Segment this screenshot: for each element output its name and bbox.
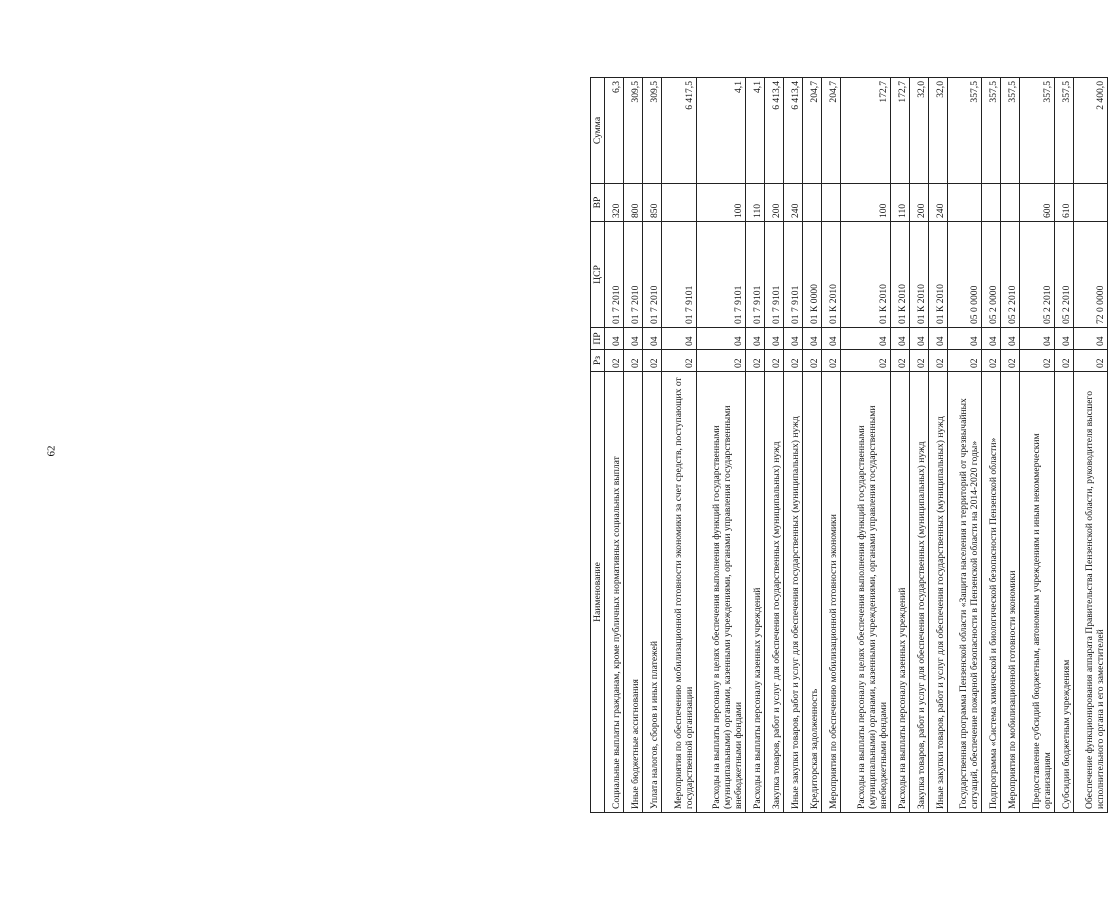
- page-number: 62: [45, 445, 58, 457]
- cell-name: Иные закупки товаров, работ и услуг для обеспечения государственных (муниципальных) нужд: [928, 372, 947, 813]
- cell-rz: 02: [822, 350, 841, 372]
- table-row: [662, 78, 696, 813]
- cell-pr: 04: [1054, 328, 1073, 350]
- cell-csr: 05 2 2010: [1020, 222, 1054, 328]
- cell-vr: 240: [783, 184, 802, 222]
- header-name: Наименование: [591, 372, 605, 813]
- cell-sum: 6,3: [605, 78, 624, 184]
- cell-rz: 02: [643, 350, 662, 372]
- cell-vr: [662, 184, 696, 222]
- cell-name: Предоставление субсидий бюджетным, автономным учреждениям и иным некоммерческим организациям: [1020, 372, 1054, 813]
- table-row: [803, 78, 822, 813]
- cell-csr: 01 К 2010: [822, 222, 841, 328]
- cell-pr: 04: [909, 328, 928, 350]
- cell-pr: 04: [982, 328, 1001, 350]
- cell-csr: 01 К 2010: [890, 222, 909, 328]
- cell-rz: 02: [909, 350, 928, 372]
- cell-rz: 02: [841, 350, 890, 372]
- cell-vr: 800: [624, 184, 643, 222]
- cell-rz: 02: [928, 350, 947, 372]
- cell-sum: 309,5: [643, 78, 662, 184]
- cell-sum: 204,7: [803, 78, 822, 184]
- cell-name: Мероприятия по обеспечению мобилизационной готовности экономики за счет средств, поступающих от государственной организации: [662, 372, 696, 813]
- cell-csr: 01 К 2010: [841, 222, 890, 328]
- table-row: [947, 78, 981, 813]
- cell-vr: 320: [605, 184, 624, 222]
- cell-vr: 100: [696, 184, 745, 222]
- table-row: [841, 78, 890, 813]
- cell-sum: 357,5: [982, 78, 1001, 184]
- cell-vr: 850: [643, 184, 662, 222]
- cell-name: Мероприятия по мобилизационной готовности экономики: [1001, 372, 1020, 813]
- cell-vr: 200: [909, 184, 928, 222]
- cell-pr: 04: [745, 328, 764, 350]
- table-row: [624, 78, 643, 813]
- cell-vr: 110: [890, 184, 909, 222]
- cell-rz: 02: [1054, 350, 1073, 372]
- cell-vr: 240: [928, 184, 947, 222]
- cell-name: Расходы на выплаты персоналу в целях обеспечения выполнения функций государственными (муниципальными) органами, казенными учреждениями, органами управления государственными внебюджетными фондами: [696, 372, 745, 813]
- cell-pr: 04: [841, 328, 890, 350]
- cell-vr: 110: [745, 184, 764, 222]
- cell-pr: 04: [1073, 328, 1107, 350]
- table-row: [909, 78, 928, 813]
- cell-vr: [822, 184, 841, 222]
- cell-pr: 04: [1001, 328, 1020, 350]
- cell-vr: 610: [1054, 184, 1073, 222]
- cell-rz: 02: [696, 350, 745, 372]
- cell-sum: 6 413,4: [764, 78, 783, 184]
- cell-csr: 01 7 9101: [745, 222, 764, 328]
- table-row: [1020, 78, 1054, 813]
- cell-csr: 01 7 2010: [643, 222, 662, 328]
- cell-csr: 01 7 9101: [662, 222, 696, 328]
- cell-name: Мероприятия по обеспечению мобилизационной готовности экономики: [822, 372, 841, 813]
- cell-pr: 04: [662, 328, 696, 350]
- cell-vr: 100: [841, 184, 890, 222]
- cell-rz: 02: [1073, 350, 1107, 372]
- cell-sum: 357,5: [1054, 78, 1073, 184]
- cell-rz: 02: [1020, 350, 1054, 372]
- header-rz: Рз: [591, 350, 605, 372]
- cell-pr: 04: [822, 328, 841, 350]
- cell-sum: 172,7: [841, 78, 890, 184]
- cell-name: Иные закупки товаров, работ и услуг для обеспечения государственных (муниципальных) нужд: [783, 372, 802, 813]
- cell-sum: 6 413,4: [783, 78, 802, 184]
- table-row: [1001, 78, 1020, 813]
- table-row: [928, 78, 947, 813]
- cell-vr: [947, 184, 981, 222]
- cell-name: Кредиторская задолженность: [803, 372, 822, 813]
- cell-csr: 72 0 0000: [1073, 222, 1107, 328]
- cell-vr: 600: [1020, 184, 1054, 222]
- cell-rz: 02: [624, 350, 643, 372]
- cell-sum: 6 417,5: [662, 78, 696, 184]
- table-row: [696, 78, 745, 813]
- cell-csr: 01 К 2010: [909, 222, 928, 328]
- cell-rz: 02: [745, 350, 764, 372]
- cell-pr: 04: [605, 328, 624, 350]
- rotated-table-container: [590, 78, 1108, 813]
- header-csr: ЦСР: [591, 222, 605, 328]
- cell-vr: [803, 184, 822, 222]
- cell-rz: 02: [982, 350, 1001, 372]
- cell-csr: 05 2 2010: [1001, 222, 1020, 328]
- table-row: [1054, 78, 1073, 813]
- cell-name: Уплата налогов, сборов и иных платежей: [643, 372, 662, 813]
- table-body: [605, 78, 1108, 813]
- cell-name: Расходы на выплаты персоналу в целях обеспечения выполнения функций государственными (муниципальными) органами, казенными учреждениями, органами управления государственными внебюджетными фондами: [841, 372, 890, 813]
- budget-table: [590, 77, 1108, 813]
- cell-name: Подпрограмма «Система химической и биологической безопасности Пензенской области»: [982, 372, 1001, 813]
- cell-pr: 04: [783, 328, 802, 350]
- table-row: [1073, 78, 1107, 813]
- cell-csr: 01 К 0000: [803, 222, 822, 328]
- cell-sum: 4,1: [745, 78, 764, 184]
- cell-rz: 02: [662, 350, 696, 372]
- table-row: [982, 78, 1001, 813]
- cell-sum: 357,5: [1001, 78, 1020, 184]
- cell-csr: 01 7 9101: [696, 222, 745, 328]
- cell-rz: 02: [803, 350, 822, 372]
- cell-pr: 04: [803, 328, 822, 350]
- cell-name: Иные бюджетные ассигнования: [624, 372, 643, 813]
- cell-csr: 01 7 2010: [624, 222, 643, 328]
- cell-sum: 309,5: [624, 78, 643, 184]
- cell-sum: 172,7: [890, 78, 909, 184]
- cell-sum: 4,1: [696, 78, 745, 184]
- header-sum: Сумма: [591, 78, 605, 184]
- cell-csr: 05 2 2010: [1054, 222, 1073, 328]
- cell-csr: 01 7 9101: [764, 222, 783, 328]
- table-row: [605, 78, 624, 813]
- cell-csr: 05 2 0000: [982, 222, 1001, 328]
- cell-name: Расходы на выплаты персоналу казенных учреждений: [890, 372, 909, 813]
- cell-rz: 02: [605, 350, 624, 372]
- cell-csr: 01 7 2010: [605, 222, 624, 328]
- cell-sum: 204,7: [822, 78, 841, 184]
- cell-vr: [982, 184, 1001, 222]
- cell-sum: 32,0: [928, 78, 947, 184]
- cell-name: Государственная программа Пензенской области «Защита населения и территорий от чрезвычайных ситуаций, обеспечение пожарной безопасности в Пензенской области на 2014-2020 годы»: [947, 372, 981, 813]
- table-row: [643, 78, 662, 813]
- cell-pr: 04: [1020, 328, 1054, 350]
- cell-sum: 357,5: [947, 78, 981, 184]
- cell-name: Закупка товаров, работ и услуг для обеспечения государственных (муниципальных) нужд: [909, 372, 928, 813]
- cell-csr: 05 0 0000: [947, 222, 981, 328]
- cell-pr: 04: [928, 328, 947, 350]
- cell-name: Закупка товаров, работ и услуг для обеспечения государственных (муниципальных) нужд: [764, 372, 783, 813]
- cell-name: Обеспечение функционирования аппарата Правительства Пензенской области, руководителя высшего исполнительного органа и его заместителей: [1073, 372, 1107, 813]
- cell-sum: 32,0: [909, 78, 928, 184]
- cell-pr: 04: [764, 328, 783, 350]
- table-row: [783, 78, 802, 813]
- cell-rz: 02: [783, 350, 802, 372]
- cell-name: Социальные выплаты гражданам, кроме публичных нормативных социальных выплат: [605, 372, 624, 813]
- cell-vr: 200: [764, 184, 783, 222]
- cell-csr: 01 7 9101: [783, 222, 802, 328]
- cell-sum: 2 400,0: [1073, 78, 1107, 184]
- header-vr: ВР: [591, 184, 605, 222]
- cell-vr: [1001, 184, 1020, 222]
- cell-vr: [1073, 184, 1107, 222]
- cell-pr: 04: [696, 328, 745, 350]
- header-pr: ПР: [591, 328, 605, 350]
- table-row: [890, 78, 909, 813]
- cell-rz: 02: [764, 350, 783, 372]
- cell-sum: 357,5: [1020, 78, 1054, 184]
- cell-rz: 02: [1001, 350, 1020, 372]
- cell-rz: 02: [947, 350, 981, 372]
- header-row: [591, 78, 605, 813]
- cell-pr: 04: [643, 328, 662, 350]
- table-row: [822, 78, 841, 813]
- cell-name: Расходы на выплаты персоналу казенных учреждений: [745, 372, 764, 813]
- cell-pr: 04: [624, 328, 643, 350]
- cell-pr: 04: [947, 328, 981, 350]
- cell-csr: 01 К 2010: [928, 222, 947, 328]
- cell-name: Субсидии бюджетным учреждениям: [1054, 372, 1073, 813]
- table-row: [764, 78, 783, 813]
- table-row: [745, 78, 764, 813]
- cell-pr: 04: [890, 328, 909, 350]
- cell-rz: 02: [890, 350, 909, 372]
